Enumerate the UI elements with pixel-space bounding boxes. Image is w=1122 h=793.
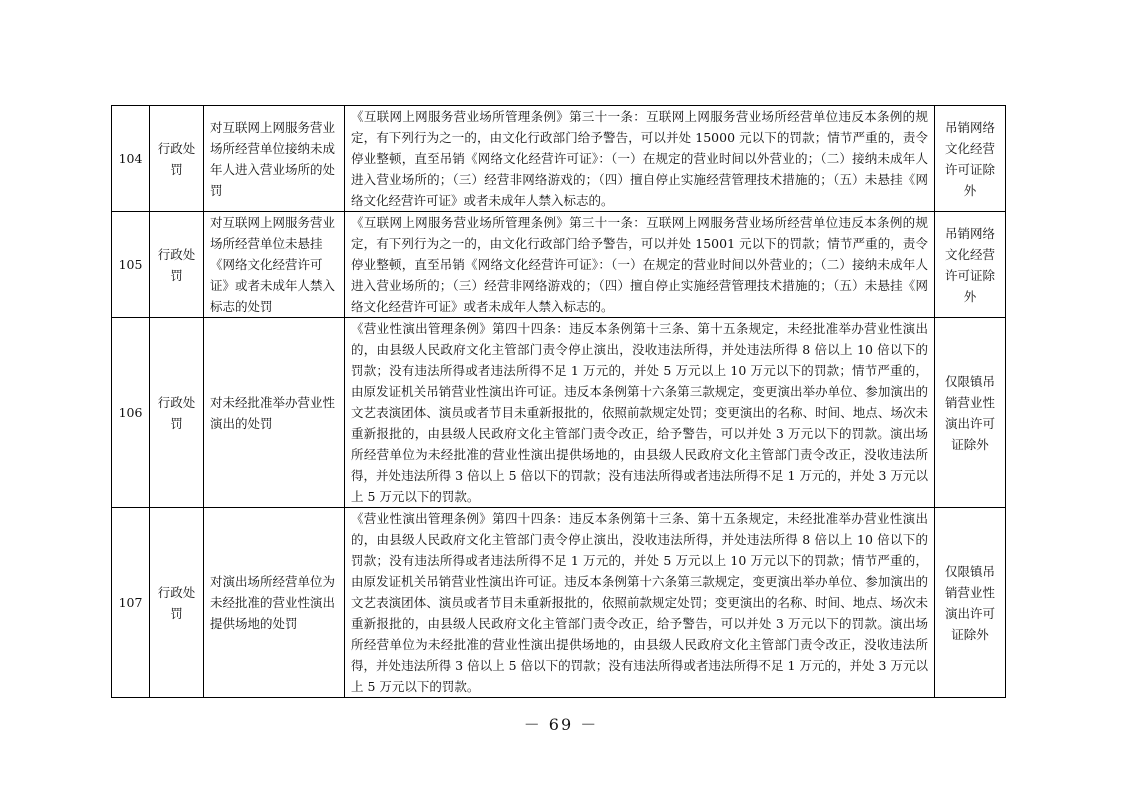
item-name: 对互联网上网服务营业场所经营单位未悬挂《网络文化经营许可证》或者未成年人禁入标志的处罚 — [204, 212, 345, 318]
table-row — [112, 318, 1006, 508]
item-type: 行政处罚 — [150, 318, 204, 508]
item-name: 对互联网上网服务营业场所经营单位接纳未成年人进入营业场所的处罚 — [204, 106, 345, 212]
item-note: 吊销网络文化经营许可证除外 — [935, 212, 1006, 318]
row-number: 106 — [112, 318, 150, 508]
table-row — [112, 508, 1006, 698]
table-row — [112, 212, 1006, 318]
row-number: 105 — [112, 212, 150, 318]
item-note: 吊销网络文化经营许可证除外 — [935, 106, 1006, 212]
row-number: 107 — [112, 508, 150, 698]
legal-basis: 《营业性演出管理条例》第四十四条：违反本条例第十三条、第十五条规定，未经批准举办营业性演出的，由县级人民政府文化主管部门责令停止演出，没收违法所得，并处违法所得 8 倍以上 10 倍以下的罚款；没有违法所得或者违法所得不足 1 万元的，并处 5 万元以上 10 万元以下的罚款；情节严重的，由原发证机关吊销营业性演出许可证。违反本条例第十六条第三款规定，变更演出举办单位、参加演出的文艺表演团体、演员或者节目未重新报批的，依照前款规定处罚；变更演出的名称、时间、地点、场次未重新报批的，由县级人民政府文化主管部门责令改正，给予警告，可以并处 3 万元以下的罚款。演出场所经营单位为未经批准的营业性演出提供场地的，由县级人民政府文化主管部门责令改正，没收违法所得，并处违法所得 3 倍以上 5 倍以下的罚款；没有违法所得或者违法所得不足 1 万元的，并处 3 万元以上 5 万元以下的罚款。 — [345, 508, 935, 698]
penalty-table — [111, 105, 1006, 698]
item-type: 行政处罚 — [150, 106, 204, 212]
legal-basis: 《营业性演出管理条例》第四十四条：违反本条例第十三条、第十五条规定，未经批准举办营业性演出的，由县级人民政府文化主管部门责令停止演出，没收违法所得，并处违法所得 8 倍以上 10 倍以下的罚款；没有违法所得或者违法所得不足 1 万元的，并处 5 万元以上 10 万元以下的罚款；情节严重的，由原发证机关吊销营业性演出许可证。违反本条例第十六条第三款规定，变更演出举办单位、参加演出的文艺表演团体、演员或者节目未重新报批的，依照前款规定处罚；变更演出的名称、时间、地点、场次未重新报批的，由县级人民政府文化主管部门责令改正，给予警告，可以并处 3 万元以下的罚款。演出场所经营单位为未经批准的营业性演出提供场地的，由县级人民政府文化主管部门责令改正，没收违法所得，并处违法所得 3 倍以上 5 倍以下的罚款；没有违法所得或者违法所得不足 1 万元的，并处 3 万元以上 5 万元以下的罚款。 — [345, 318, 935, 508]
item-note: 仅限镇吊销营业性演出许可证除外 — [935, 318, 1006, 508]
item-type: 行政处罚 — [150, 508, 204, 698]
row-number: 104 — [112, 106, 150, 212]
legal-basis: 《互联网上网服务营业场所管理条例》第三十一条：互联网上网服务营业场所经营单位违反本条例的规定，有下列行为之一的，由文化行政部门给予警告，可以并处 15000 元以下的罚款；情节严重的，责令停业整顿，直至吊销《网络文化经营许可证》：（一）在规定的营业时间以外营业的；（二）接纳未成年人进入营业场所的；（三）经营非网络游戏的；（四）擅自停止实施经营管理技术措施的；（五）未悬挂《网络文化经营许可证》或者未成年人禁入标志的。 — [345, 106, 935, 212]
item-type: 行政处罚 — [150, 212, 204, 318]
page-number: － 69 － — [523, 715, 599, 734]
item-name: 对未经批准举办营业性演出的处罚 — [204, 318, 345, 508]
item-name: 对演出场所经营单位为未经批准的营业性演出提供场地的处罚 — [204, 508, 345, 698]
legal-basis: 《互联网上网服务营业场所管理条例》第三十一条：互联网上网服务营业场所经营单位违反本条例的规定，有下列行为之一的，由文化行政部门给予警告，可以并处 15001 元以下的罚款；情节严重的，责令停业整顿，直至吊销《网络文化经营许可证》：（一）在规定的营业时间以外营业的；（二）接纳未成年人进入营业场所的；（三）经营非网络游戏的；（四）擅自停止实施经营管理技术措施的；（五）未悬挂《网络文化经营许可证》或者未成年人禁入标志的。 — [345, 212, 935, 318]
item-note: 仅限镇吊销营业性演出许可证除外 — [935, 508, 1006, 698]
table-row — [112, 106, 1006, 212]
